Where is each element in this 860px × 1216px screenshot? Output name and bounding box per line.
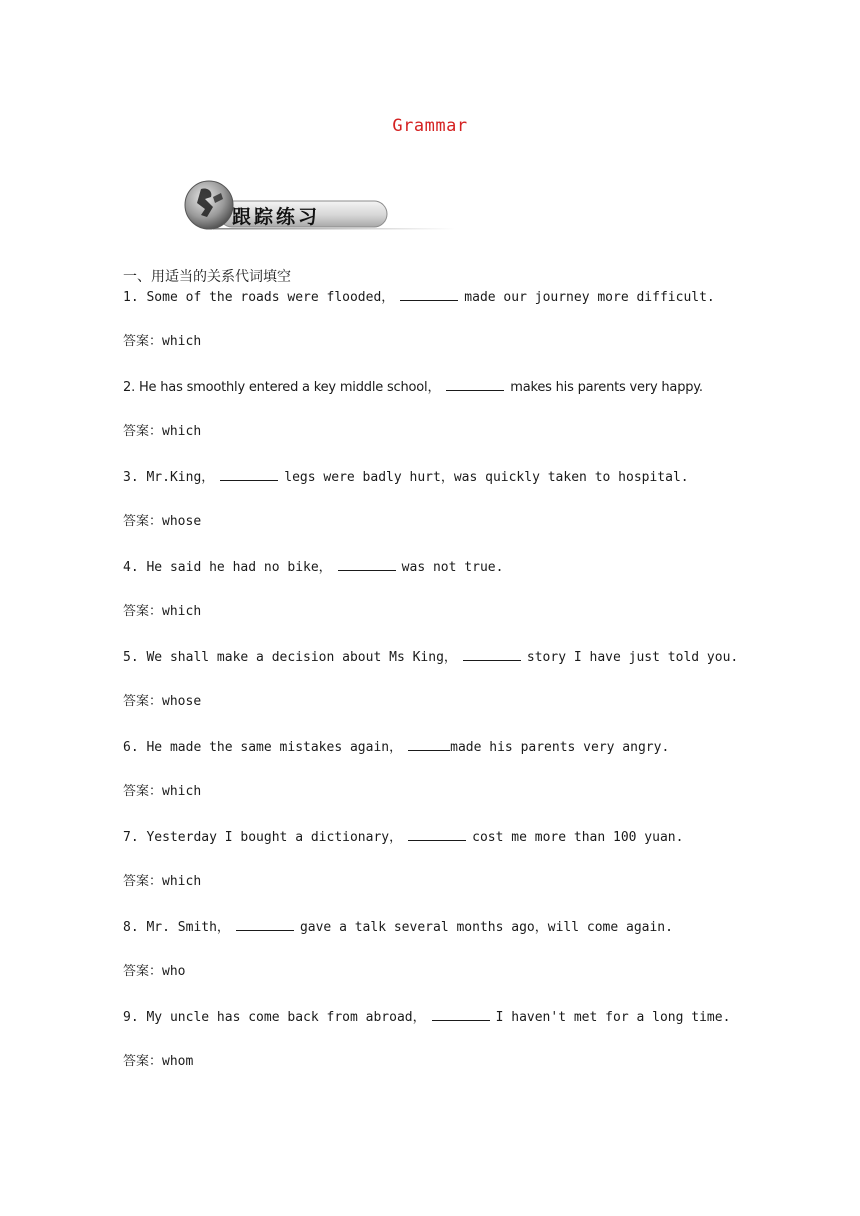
- answer-blank: [408, 737, 450, 751]
- answer-blank: [408, 827, 466, 841]
- answer-blank: [338, 557, 396, 571]
- question-text: 1. Some of the roads were flooded， made our journey more difficult.: [123, 287, 763, 311]
- exercise-item: [123, 377, 763, 467]
- answer-line: 答案：who: [123, 964, 186, 979]
- answer-blank: [463, 647, 521, 661]
- question-text: 3. Mr.King， legs were badly hurt，was quickly taken to hospital.: [123, 467, 763, 491]
- answer-value: whose: [162, 514, 202, 529]
- exercise-item: [123, 287, 763, 377]
- answer-value: which: [162, 784, 202, 799]
- answer-value: whom: [162, 1054, 194, 1069]
- question-text: 7. Yesterday I bought a dictionary， cost me more than 100 yuan.: [123, 827, 763, 851]
- answer-line: 答案：which: [123, 874, 202, 889]
- section-heading: 一、用适当的关系代词填空: [123, 269, 291, 285]
- banner-label: 跟踪练习: [232, 206, 321, 228]
- answer-value: whose: [162, 694, 202, 709]
- question-text: 5. We shall make a decision about Ms King， story I have just told you.: [123, 647, 763, 671]
- exercise-item: [123, 827, 763, 917]
- answer-value: which: [162, 334, 202, 349]
- exercise-item: [123, 737, 763, 827]
- answer-value: which: [162, 604, 202, 619]
- exercise-item: [123, 917, 763, 1007]
- answer-line: 答案：which: [123, 604, 202, 619]
- answer-line: 答案：whose: [123, 694, 202, 709]
- answer-blank: [446, 377, 504, 391]
- answer-line: 答案：which: [123, 334, 202, 349]
- question-text: 9. My uncle has come back from abroad， I haven't met for a long time.: [123, 1007, 763, 1031]
- answer-line: 答案：whom: [123, 1054, 194, 1069]
- answer-blank: [220, 467, 278, 481]
- answer-value: who: [162, 964, 186, 979]
- page-title: Grammar: [392, 116, 468, 136]
- answer-value: which: [162, 424, 202, 439]
- answer-line: 答案：whose: [123, 514, 202, 529]
- answer-blank: [400, 287, 458, 301]
- answer-line: 答案：which: [123, 424, 202, 439]
- question-text: 8. Mr. Smith， gave a talk several months ago，will come again.: [123, 917, 763, 941]
- answer-blank: [432, 1007, 490, 1021]
- question-text: 2. He has smoothly entered a key middle school， makes his parents very happy.: [123, 377, 763, 401]
- exercise-item: [123, 467, 763, 557]
- exercise-item: [123, 647, 763, 737]
- exercise-item: [123, 557, 763, 647]
- answer-value: which: [162, 874, 202, 889]
- question-text: 6. He made the same mistakes again， made his parents very angry.: [123, 737, 763, 761]
- exercise-list: [123, 287, 763, 1097]
- question-text: 4. He said he had no bike， was not true.: [123, 557, 763, 581]
- answer-line: 答案：which: [123, 784, 202, 799]
- exercise-item: [123, 1007, 763, 1097]
- answer-blank: [236, 917, 294, 931]
